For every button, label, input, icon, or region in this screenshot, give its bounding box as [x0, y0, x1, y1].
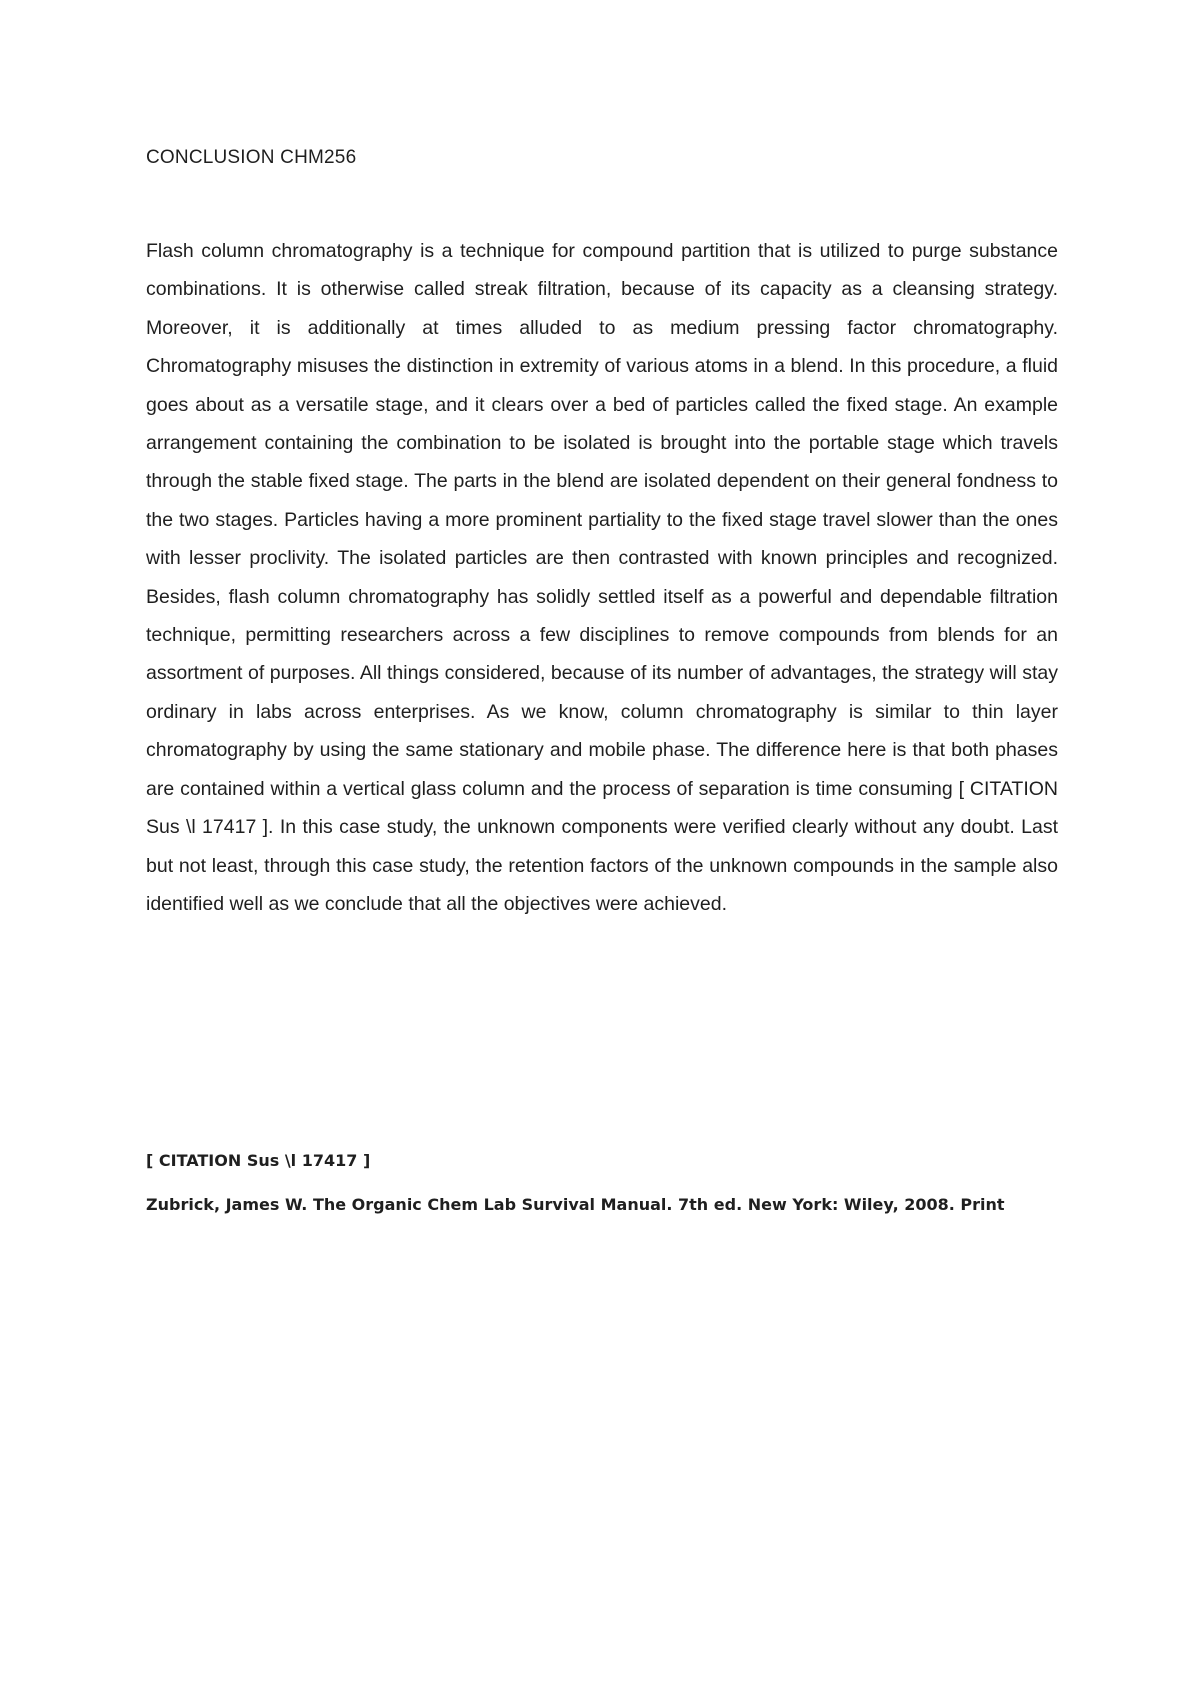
citation-key: [ CITATION Sus \l 17417 ]	[146, 1151, 371, 1170]
reference-entry: Zubrick, James W. The Organic Chem Lab Survival Manual. 7th ed. New York: Wiley, 2008. Print	[146, 1195, 1005, 1214]
document-title: CONCLUSION CHM256	[146, 147, 357, 168]
conclusion-paragraph: Flash column chromatography is a technique for compound partition that is utilized to purge substance combinations. It is otherwise called streak filtration, because of its capacity as a cleansing strategy. Moreover, it is additionally at times alluded to as medium pressing factor chromatography. Chromatography misuses the distinction in extremity of various atoms in a blend. In this procedure, a fluid goes about as a versatile stage, and it clears over a bed of particles called the fixed stage. An example arrangement containing the combination to be isolated is brought into the portable stage which travels through the stable fixed stage. The parts in the blend are isolated dependent on their general fondness to the two stages. Particles having a more prominent partiality to the fixed stage travel slower than the ones with lesser proclivity. The isolated particles are then contrasted with known principles and recognized. Besides, flash column chromatography has solidly settled itself as a powerful and dependable filtration technique, permitting researchers across a few disciplines to remove compounds from blends for an assortment of purposes. All things considered, because of its number of advantages, the strategy will stay ordinary in labs across enterprises. As we know, column chromatography is similar to thin layer chromatography by using the same stationary and mobile phase. The difference here is that both phases are contained within a vertical glass column and the process of separation is time consuming [ CITATION Sus \l 17417 ]. In this case study, the unknown components were verified clearly without any doubt. Last but not least, through this case study, the retention factors of the unknown compounds in the sample also identified well as we conclude that all the objectives were achieved.	[146, 240, 1058, 915]
